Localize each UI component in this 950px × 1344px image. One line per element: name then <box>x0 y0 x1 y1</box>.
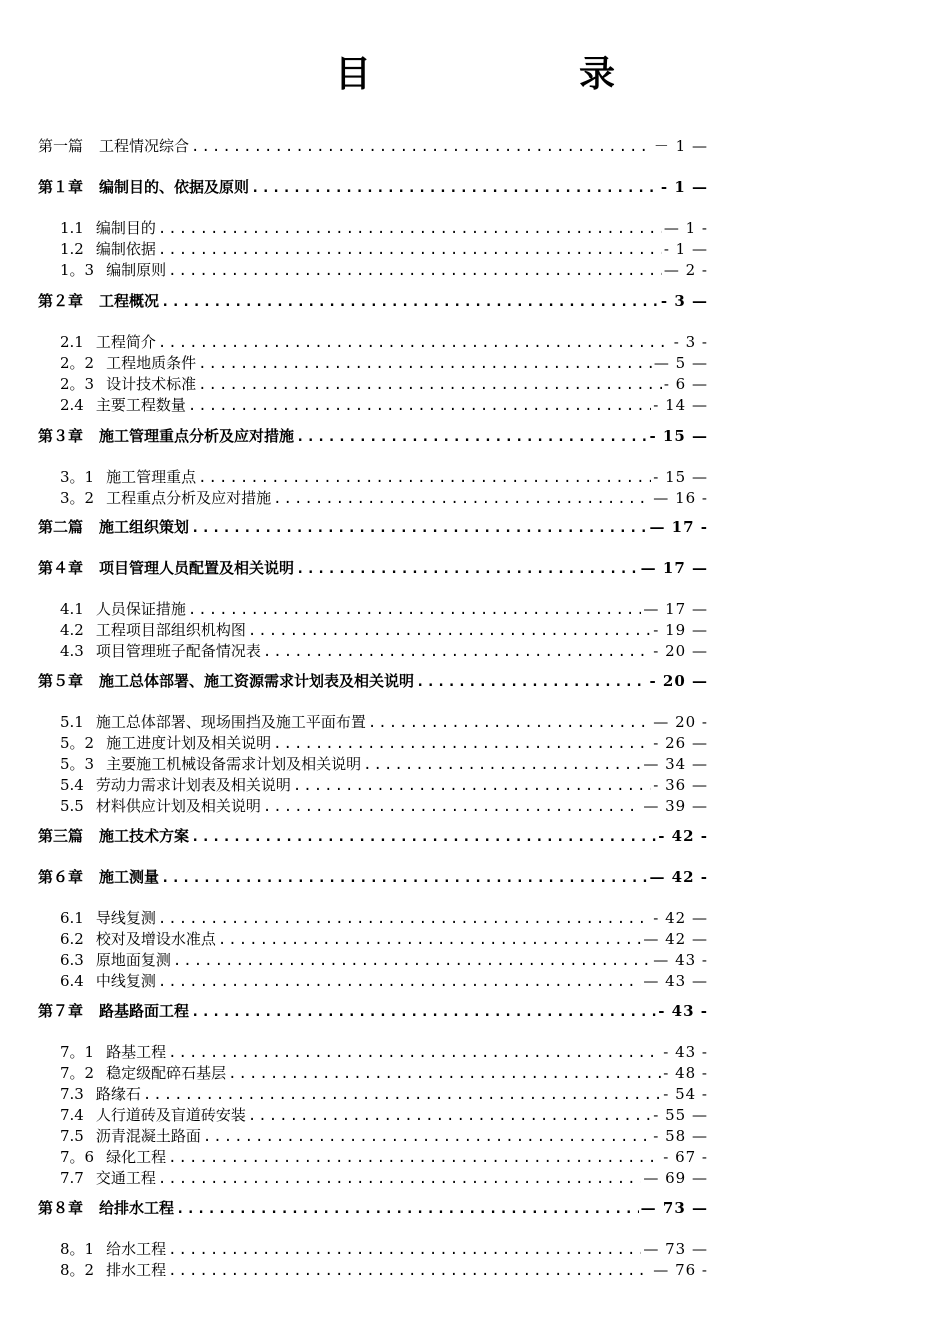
entry-title: 施工组织策划 <box>99 518 190 536</box>
dot-leader <box>158 242 662 258</box>
entry-number: 2.4 <box>60 396 84 414</box>
dot-leader <box>161 870 647 886</box>
toc-section-entry[interactable] <box>60 598 708 619</box>
entry-page-number: — 73 — <box>643 1240 708 1258</box>
dot-leader <box>158 1171 642 1187</box>
dot-leader <box>188 398 651 414</box>
dot-leader <box>263 799 642 815</box>
entry-title: 人行道砖及盲道砖安装 <box>95 1106 246 1124</box>
dot-leader <box>296 429 647 445</box>
entry-page-number: - 43 - <box>658 1002 708 1020</box>
toc-section-entry[interactable] <box>60 1062 708 1083</box>
entry-number: 4.1 <box>60 600 84 618</box>
dot-leader <box>176 1201 639 1217</box>
entry-page-number: - 42 - <box>658 827 708 845</box>
dot-leader <box>188 602 642 618</box>
entry-title: 给排水工程 <box>99 1199 175 1217</box>
entry-page-number: - 58 — <box>653 1127 708 1145</box>
entry-number: 第３章 <box>38 427 84 445</box>
entry-number: 第１章 <box>38 178 84 196</box>
toc-chapter-entry[interactable] <box>38 290 708 311</box>
dot-leader <box>161 294 659 310</box>
entry-title: 原地面复测 <box>95 951 171 969</box>
dot-leader <box>248 623 651 639</box>
entry-page-number: — 17 - <box>649 518 708 536</box>
entry-number: 7.3 <box>60 1085 84 1103</box>
dot-leader <box>296 561 639 577</box>
entry-title: 工程概况 <box>99 292 160 310</box>
dot-leader <box>168 1150 661 1166</box>
entry-number: 2。3 <box>60 375 95 393</box>
dot-leader <box>191 139 652 155</box>
entry-title: 施工总体部署、施工资源需求计划表及相关说明 <box>99 672 415 690</box>
entry-title: 项目管理班子配备情况表 <box>95 642 261 660</box>
toc-section-entry[interactable] <box>60 732 708 753</box>
dot-leader <box>416 674 647 690</box>
toc-section-entry[interactable] <box>60 907 708 928</box>
entry-number: 4.2 <box>60 621 84 639</box>
toc-section-entry[interactable] <box>60 1125 708 1146</box>
entry-page-number: - 55 — <box>653 1106 708 1124</box>
entry-title: 路缘石 <box>95 1085 141 1103</box>
entry-number: 第２章 <box>38 292 84 310</box>
dot-leader <box>158 911 651 927</box>
entry-number: 5.4 <box>60 776 84 794</box>
toc-section-entry[interactable] <box>60 1238 708 1259</box>
dot-leader <box>168 1263 651 1279</box>
toc-chapter-entry[interactable] <box>38 516 708 537</box>
entry-number: 6.4 <box>60 972 84 990</box>
entry-page-number: - 1 — <box>663 240 708 258</box>
entry-number: 5。2 <box>60 734 95 752</box>
entry-page-number: - 67 - <box>663 1148 708 1166</box>
toc-chapter-entry[interactable] <box>38 670 708 691</box>
toc-section-entry[interactable] <box>60 774 708 795</box>
entry-page-number: - 15 — <box>653 468 708 486</box>
entry-page-number: - 36 — <box>653 776 708 794</box>
toc-chapter-entry[interactable] <box>38 825 708 846</box>
dot-leader <box>263 644 651 660</box>
entry-page-number: — 69 — <box>643 1169 708 1187</box>
entry-page-number: - 43 - <box>663 1043 708 1061</box>
entry-title: 编制目的 <box>95 219 156 237</box>
entry-page-number: - 1 — <box>660 178 708 196</box>
entry-title: 施工技术方案 <box>99 827 190 845</box>
dot-leader <box>158 974 642 990</box>
entry-page-number: — 2 - <box>663 261 708 279</box>
entry-title: 工程重点分析及应对措施 <box>106 489 272 507</box>
entry-title: 施工测量 <box>99 868 160 886</box>
entry-page-number: — 20 - <box>653 713 708 731</box>
entry-page-number: － 1 — <box>653 137 708 155</box>
toc-section-entry[interactable] <box>60 331 708 352</box>
entry-number: 第４章 <box>38 559 84 577</box>
dot-leader <box>251 180 659 196</box>
entry-number: 第６章 <box>38 868 84 886</box>
entry-page-number: - 26 — <box>653 734 708 752</box>
dot-leader <box>191 829 656 845</box>
entry-title: 沥青混凝土路面 <box>95 1127 201 1145</box>
dot-leader <box>198 377 662 393</box>
entry-page-number: — 17 — <box>643 600 708 618</box>
dot-leader <box>191 1004 656 1020</box>
entry-page-number: - 6 — <box>663 375 708 393</box>
toc-section-entry[interactable] <box>60 640 708 661</box>
entry-number: 5.5 <box>60 797 84 815</box>
entry-page-number: - 20 — <box>649 672 708 690</box>
entry-title: 排水工程 <box>106 1261 167 1279</box>
dot-leader <box>168 1242 641 1258</box>
entry-number: 8。2 <box>60 1261 95 1279</box>
dot-leader <box>273 736 651 752</box>
entry-title: 主要工程数量 <box>95 396 186 414</box>
entry-title: 劳动力需求计划表及相关说明 <box>95 776 291 794</box>
entry-page-number: - 3 — <box>660 292 708 310</box>
dot-leader <box>363 757 641 773</box>
toc-section-entry[interactable] <box>60 928 708 949</box>
entry-number: 第三篇 <box>38 827 84 845</box>
dot-leader <box>173 953 651 969</box>
entry-number: 7.4 <box>60 1106 84 1124</box>
entry-title: 材料供应计划及相关说明 <box>95 797 261 815</box>
entry-number: 2.1 <box>60 333 84 351</box>
toc-chapter-entry[interactable] <box>38 866 708 887</box>
entry-title: 施工管理重点 <box>106 468 197 486</box>
entry-page-number: - 54 - <box>663 1085 708 1103</box>
dot-leader <box>203 1129 651 1145</box>
dot-leader <box>293 778 651 794</box>
entry-title: 施工总体部署、现场围挡及施工平面布置 <box>95 713 366 731</box>
entry-number: 1。3 <box>60 261 95 279</box>
entry-number: 3。2 <box>60 489 95 507</box>
entry-title: 工程情况综合 <box>99 137 190 155</box>
entry-title: 导线复测 <box>95 909 156 927</box>
dot-leader <box>228 1066 661 1082</box>
entry-title: 编制依据 <box>95 240 156 258</box>
entry-title: 编制原则 <box>106 261 167 279</box>
entry-title: 交通工程 <box>95 1169 156 1187</box>
toc-chapter-entry[interactable] <box>38 557 708 578</box>
entry-page-number: - 42 — <box>653 909 708 927</box>
toc-section-entry[interactable] <box>60 394 708 415</box>
entry-number: 6.1 <box>60 909 84 927</box>
toc-section-entry[interactable] <box>60 217 708 238</box>
entry-page-number: — 76 - <box>653 1261 708 1279</box>
entry-number: 1.1 <box>60 219 84 237</box>
toc-chapter-entry[interactable] <box>38 1197 708 1218</box>
dot-leader <box>143 1087 661 1103</box>
dot-leader <box>168 1045 661 1061</box>
dot-leader <box>198 356 652 372</box>
entry-title: 校对及增设水准点 <box>95 930 216 948</box>
toc-section-entry[interactable] <box>60 1041 708 1062</box>
entry-number: 5。3 <box>60 755 95 773</box>
dot-leader <box>158 221 662 237</box>
dot-leader <box>168 263 662 279</box>
entry-number: 6.3 <box>60 951 84 969</box>
entry-page-number: — 34 — <box>643 755 708 773</box>
entry-title: 工程简介 <box>95 333 156 351</box>
entry-number: 第一篇 <box>38 137 84 155</box>
entry-number: 2。2 <box>60 354 95 372</box>
entry-page-number: — 42 - <box>649 868 708 886</box>
entry-title: 施工管理重点分析及应对措施 <box>99 427 295 445</box>
entry-title: 主要施工机械设备需求计划及相关说明 <box>106 755 362 773</box>
toc-section-entry[interactable] <box>60 466 708 487</box>
entry-title: 给水工程 <box>106 1240 167 1258</box>
entry-number: 7。2 <box>60 1064 95 1082</box>
toc-chapter-entry[interactable] <box>38 176 708 197</box>
page-title: 目 录 <box>334 53 701 95</box>
entry-number: 第５章 <box>38 672 84 690</box>
toc-chapter-entry[interactable] <box>38 1000 708 1021</box>
toc-section-entry[interactable] <box>60 795 708 816</box>
entry-number: 第７章 <box>38 1002 84 1020</box>
entry-title: 绿化工程 <box>106 1148 167 1166</box>
entry-number: 4.3 <box>60 642 84 660</box>
entry-number: 8。1 <box>60 1240 95 1258</box>
toc-section-entry[interactable] <box>60 753 708 774</box>
entry-page-number: - 15 — <box>649 427 708 445</box>
entry-page-number: — 17 — <box>640 559 708 577</box>
entry-number: 5.1 <box>60 713 84 731</box>
entry-page-number: — 1 - <box>663 219 708 237</box>
toc-part-entry[interactable] <box>38 135 708 156</box>
toc-section-entry[interactable] <box>60 1083 708 1104</box>
toc-section-entry[interactable] <box>60 619 708 640</box>
entry-number: 7.5 <box>60 1127 84 1145</box>
dot-leader <box>248 1108 651 1124</box>
entry-page-number: — 43 - <box>653 951 708 969</box>
entry-page-number: — 39 — <box>643 797 708 815</box>
entry-title: 稳定级配碎石基层 <box>106 1064 227 1082</box>
entry-page-number: — 73 — <box>640 1199 708 1217</box>
dot-leader <box>158 335 672 351</box>
entry-title: 人员保证措施 <box>95 600 186 618</box>
toc-section-entry[interactable] <box>60 259 708 280</box>
entry-page-number: - 3 - <box>673 333 708 351</box>
entry-number: 7。1 <box>60 1043 95 1061</box>
entry-page-number: - 48 - <box>663 1064 708 1082</box>
toc-section-entry[interactable] <box>60 1104 708 1125</box>
entry-title: 编制目的、依据及原则 <box>99 178 250 196</box>
entry-number: 7.7 <box>60 1169 84 1187</box>
entry-page-number: — 43 — <box>643 972 708 990</box>
entry-number: 3。1 <box>60 468 95 486</box>
entry-number: 1.2 <box>60 240 84 258</box>
dot-leader <box>273 491 651 507</box>
toc-section-entry[interactable] <box>60 1167 708 1188</box>
entry-title: 工程地质条件 <box>106 354 197 372</box>
entry-title: 设计技术标准 <box>106 375 197 393</box>
toc-section-entry[interactable] <box>60 711 708 732</box>
entry-title: 路基路面工程 <box>99 1002 190 1020</box>
entry-page-number: - 19 — <box>653 621 708 639</box>
entry-title: 工程项目部组织机构图 <box>95 621 246 639</box>
toc-section-entry[interactable] <box>60 352 708 373</box>
dot-leader <box>218 932 642 948</box>
entry-page-number: - 14 — <box>653 396 708 414</box>
toc-section-entry[interactable] <box>60 970 708 991</box>
entry-page-number: — 5 — <box>653 354 708 372</box>
toc-section-entry[interactable] <box>60 238 708 259</box>
dot-leader <box>198 470 651 486</box>
toc-section-entry[interactable] <box>60 373 708 394</box>
entry-title: 中线复测 <box>95 972 156 990</box>
toc-section-entry[interactable] <box>60 1146 708 1167</box>
entry-title: 施工进度计划及相关说明 <box>106 734 272 752</box>
entry-title: 路基工程 <box>106 1043 167 1061</box>
entry-page-number: — 16 - <box>653 489 708 507</box>
entry-page-number: — 42 — <box>643 930 708 948</box>
entry-number: 第二篇 <box>38 518 84 536</box>
dot-leader <box>191 520 647 536</box>
entry-number: 6.2 <box>60 930 84 948</box>
toc-section-entry[interactable] <box>60 1259 708 1280</box>
entry-number: 第８章 <box>38 1199 84 1217</box>
entry-page-number: - 20 — <box>653 642 708 660</box>
entry-title: 项目管理人员配置及相关说明 <box>99 559 295 577</box>
toc-chapter-entry[interactable] <box>38 425 708 446</box>
dot-leader <box>368 715 651 731</box>
toc-section-entry[interactable] <box>60 487 708 508</box>
toc-section-entry[interactable] <box>60 949 708 970</box>
entry-number: 7。6 <box>60 1148 95 1166</box>
